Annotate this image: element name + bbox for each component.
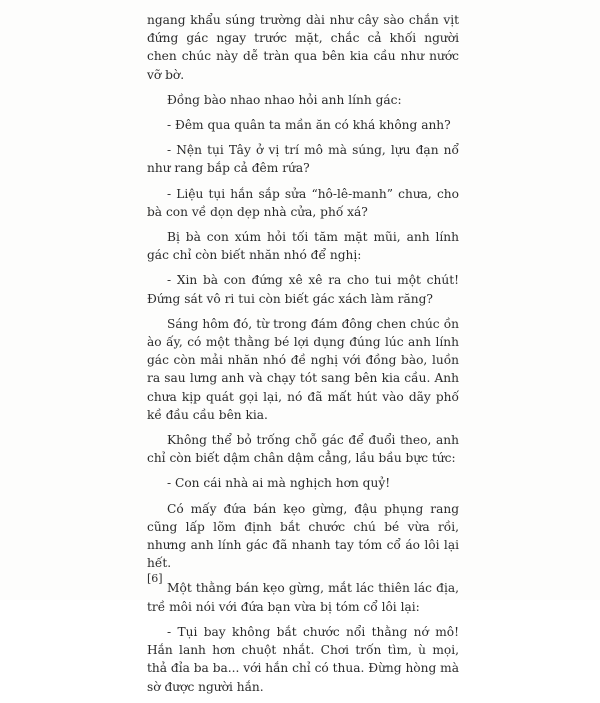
- paragraph: Một thằng bán kẹo gừng, mắt lác thiên lác địa, trề môi nói với đứa bạn vừa bị tóm cổ lôi lại:: [147, 581, 459, 614]
- paragraph: Đồng bào nhao nhao hỏi anh lính gác:: [167, 92, 402, 107]
- paragraph: - Xin bà con đứng xê xê ra cho tui một chút! Đứng sát vô ri tui còn biết gác xách làm răng?: [147, 273, 459, 306]
- paragraph: Bị bà con xúm hỏi tối tăm mặt mũi, anh lính gác chỉ còn biết nhăn nhó để nghị:: [147, 230, 459, 263]
- paragraph: - Tụi bay không bắt chước nổi thằng nớ mô! Hắn lanh hơn chuột nhắt. Chơi trốn tìm, ù mọi, thả đỉa ba ba... với hắn chỉ có thua. Đừng hòng mà sờ được người hắn.: [147, 624, 459, 694]
- paragraph: - Đêm qua quân ta mần ăn có khá không anh?: [167, 118, 451, 133]
- paragraph: Không thể bỏ trống chỗ gác để đuổi theo, anh chỉ còn biết dậm chân dậm cẳng, lầu bầu bực tức:: [147, 433, 459, 466]
- page-number: [6]: [147, 572, 163, 585]
- paragraph: ngang khẩu súng trường dài như cây sào chắn vịt đứng gác ngay trước mặt, chắc cả khối người chen chúc này dễ tràn qua bên kia cầu như nước vỡ bờ.: [147, 13, 459, 82]
- paragraph: Có mấy đứa bán kẹo gừng, đậu phụng rang cũng lấp lõm định bắt chước chú bé vừa rồi, nhưng anh lính gác đã nhanh tay tóm cổ áo lôi lại hết.: [147, 501, 459, 571]
- body-text: [147, 11, 459, 703]
- paragraph: - Liệu tụi hắn sắp sửa “hô-lê-manh” chưa, cho bà con về dọn dẹp nhà cửa, phố xá?: [147, 186, 459, 219]
- paragraph: - Nện tụi Tây ở vị trí mô mà súng, lựu đạn nổ như rang bắp cả đêm rứa?: [147, 143, 459, 176]
- paragraph: Sáng hôm đó, từ trong đám đông chen chúc ồn ào ấy, có một thằng bé lợi dụng đúng lúc anh lính gác còn mải nhăn nhó đề nghị với đồng bào, luồn ra sau lưng anh và chạy tót sang bên kia cầu. Anh chưa kịp quát gọi lại, nó đã mất hút vào dãy phố kề đầu cầu bên kia.: [147, 316, 459, 422]
- paragraph: - Con cái nhà ai mà nghịch hơn quỷ!: [167, 476, 391, 491]
